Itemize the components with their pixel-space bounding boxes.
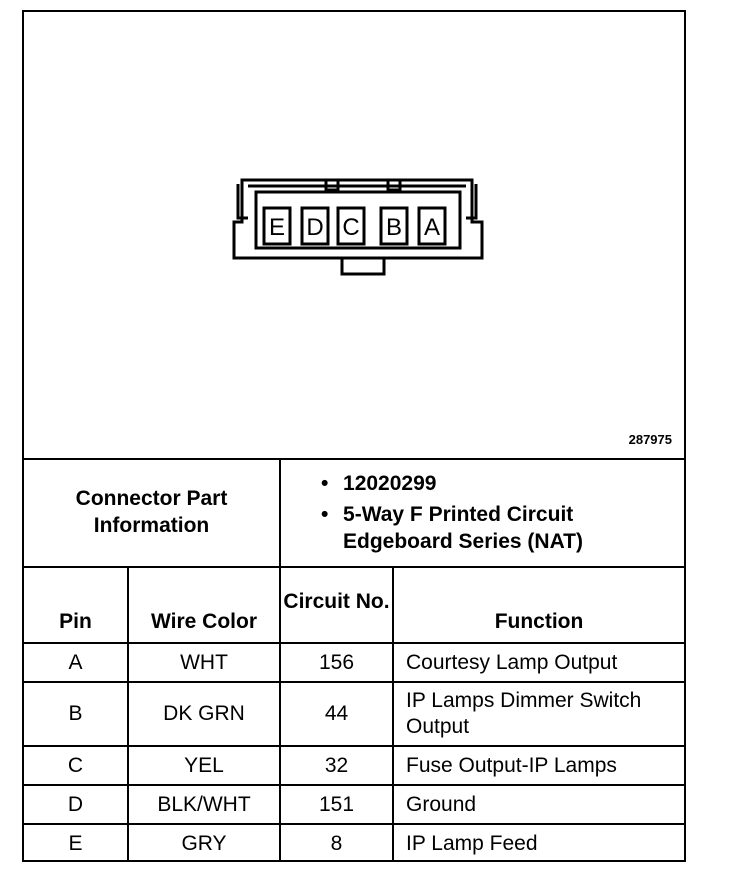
table-header-row	[24, 567, 684, 643]
function-cell: IP Lamps Dimmer Switch Output	[393, 682, 684, 746]
pin-cell: C	[24, 746, 128, 785]
function-cell: Fuse Output-IP Lamps	[393, 746, 684, 785]
table-row	[24, 643, 684, 682]
header-function: Function	[393, 567, 684, 643]
header-pin: Pin	[24, 567, 128, 643]
table-row	[24, 824, 684, 862]
pin-cell: B	[24, 682, 128, 746]
pin-label-b: B	[385, 214, 403, 241]
wire-color-cell: BLK/WHT	[128, 785, 280, 824]
pin-cell: E	[24, 824, 128, 862]
pin-label-d: D	[306, 214, 324, 241]
wire-color-cell: DK GRN	[128, 682, 280, 746]
wire-color-cell: GRY	[128, 824, 280, 862]
connector-diagram-area	[24, 12, 684, 460]
part-number: • 12020299	[321, 470, 684, 497]
part-description: • 5-Way F Printed Circuit Edgeboard Series (NAT)	[321, 501, 684, 555]
table-row	[24, 785, 684, 824]
pin-cell: A	[24, 643, 128, 682]
circuit-cell: 156	[280, 643, 393, 682]
pin-label-a: A	[423, 214, 441, 241]
header-circuit-no: Circuit No.	[280, 567, 393, 643]
header-wire-color: Wire Color	[128, 567, 280, 643]
wire-color-cell: WHT	[128, 643, 280, 682]
pin-label-c: C	[342, 214, 360, 241]
connector-part-info-values	[280, 458, 684, 567]
function-cell: Ground	[393, 785, 684, 824]
table-row	[24, 682, 684, 746]
wire-color-cell: YEL	[128, 746, 280, 785]
connector-diagram	[24, 12, 684, 458]
function-cell: Courtesy Lamp Output	[393, 643, 684, 682]
circuit-cell: 32	[280, 746, 393, 785]
circuit-cell: 44	[280, 682, 393, 746]
function-cell: IP Lamp Feed	[393, 824, 684, 862]
pin-label-e: E	[268, 214, 286, 241]
table-row	[24, 746, 684, 785]
circuit-cell: 8	[280, 824, 393, 862]
connector-part-info-row	[24, 458, 684, 567]
circuit-cell: 151	[280, 785, 393, 824]
connector-sheet	[22, 10, 686, 862]
pin-cell: D	[24, 785, 128, 824]
connector-part-info-label: Connector Part Information	[24, 458, 280, 567]
connector-info-table	[24, 458, 684, 862]
figure-number: 287975	[628, 432, 672, 447]
